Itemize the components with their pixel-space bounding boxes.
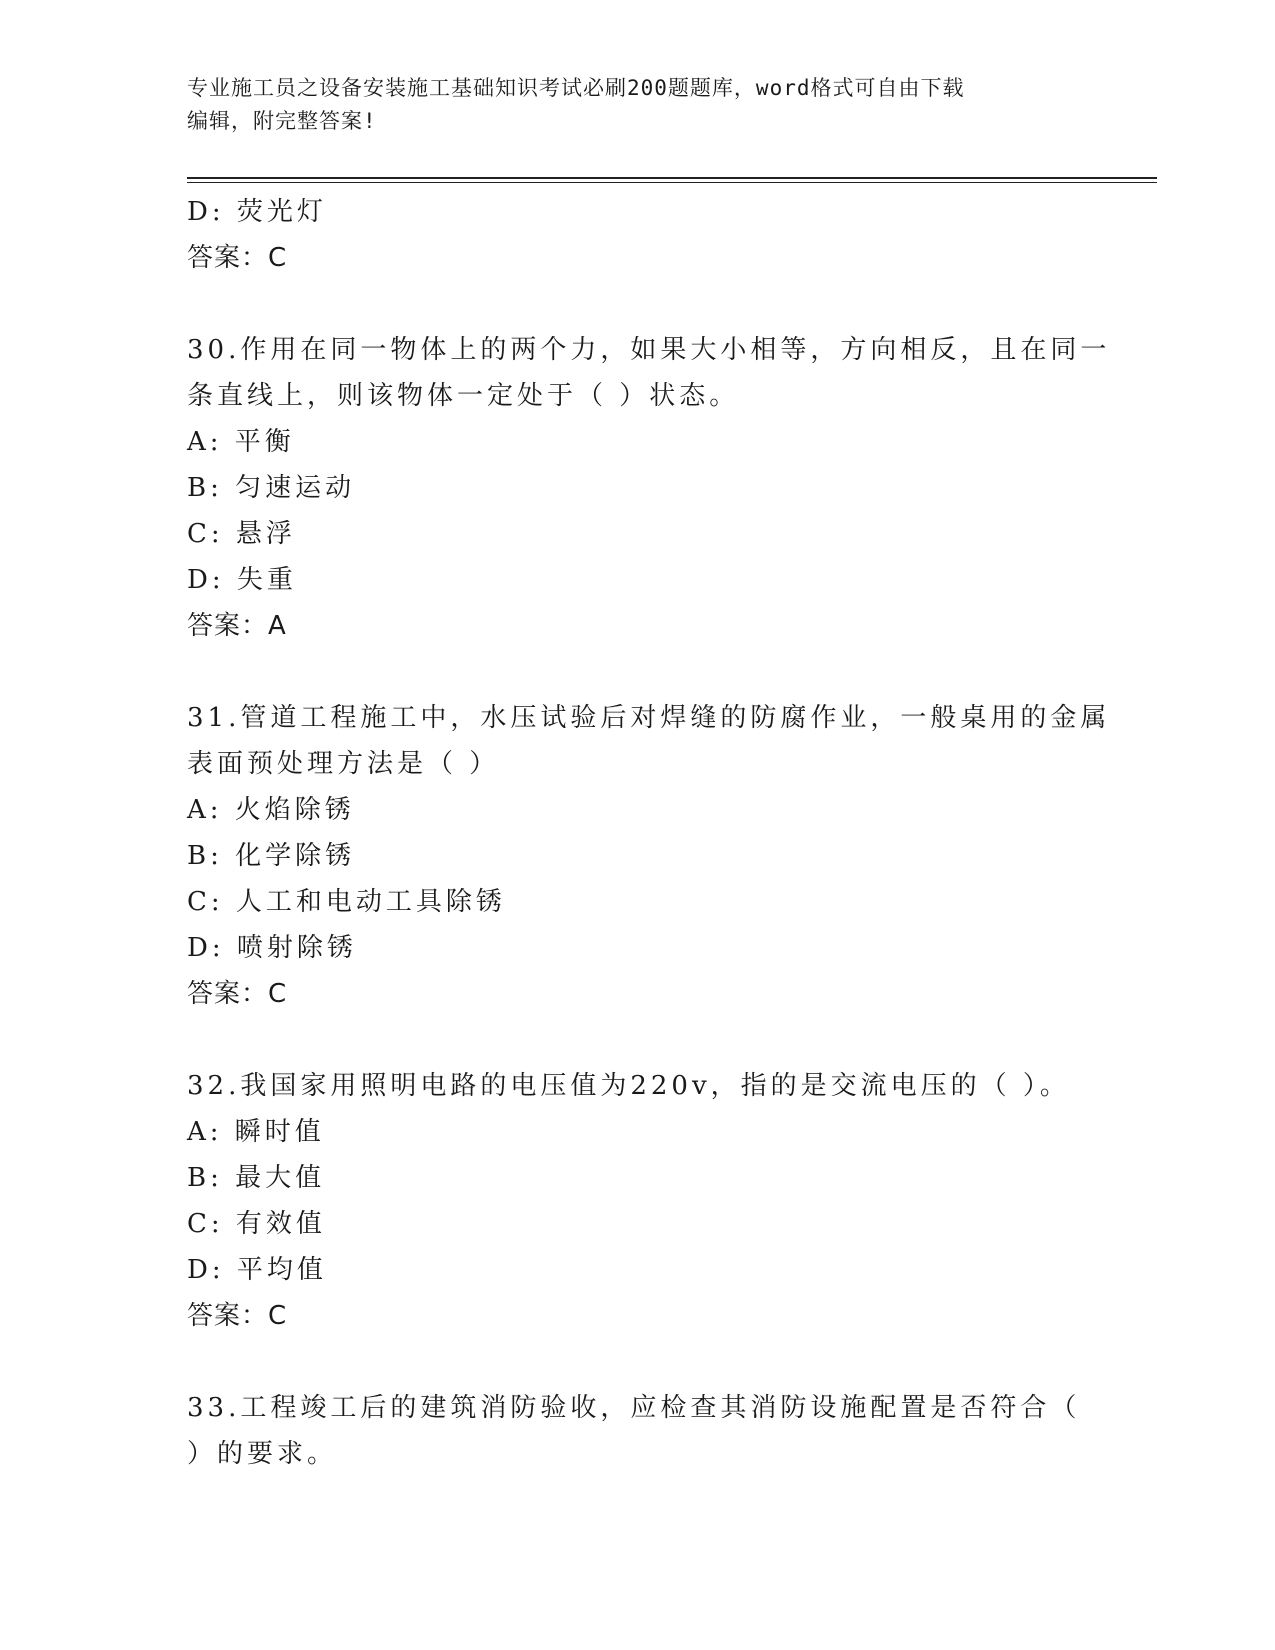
answer-line: 答案：A bbox=[187, 611, 287, 641]
spacer bbox=[187, 281, 1087, 327]
option-b: B: 化学除锈 bbox=[187, 841, 356, 871]
question-stem-continued: ）的要求。 bbox=[187, 1439, 338, 1469]
question-stem: 30.作用在同一物体上的两个力，如果大小相等，方向相反，且在同一 bbox=[187, 335, 1111, 365]
answer-line: 答案：C bbox=[187, 243, 288, 273]
spacer bbox=[187, 649, 1087, 695]
question-stem: 31.管道工程施工中，水压试验后对焊缝的防腐作业，一般桌用的金属 bbox=[187, 703, 1111, 733]
answer-line: 答案：C bbox=[187, 979, 288, 1009]
spacer bbox=[187, 1339, 1087, 1385]
question-stem-continued: 表面预处理方法是（ ） bbox=[187, 749, 500, 779]
header-divider-thin bbox=[187, 182, 1157, 183]
question-31 bbox=[187, 695, 1111, 1017]
option-c: C: 悬浮 bbox=[187, 519, 296, 549]
question-30 bbox=[187, 327, 1111, 649]
option-d: D: 喷射除锈 bbox=[187, 933, 357, 963]
question-29-tail bbox=[187, 189, 1087, 281]
question-32 bbox=[187, 1063, 1087, 1339]
option-a: A: 平衡 bbox=[187, 427, 295, 457]
option-a: A: 火焰除锈 bbox=[187, 795, 355, 825]
header-divider-thick bbox=[187, 177, 1157, 179]
header-line-2: 编辑，附完整答案! bbox=[187, 109, 377, 133]
header-line-1: 专业施工员之设备安装施工基础知识考试必刷200题题库，word格式可自由下载 bbox=[187, 76, 965, 100]
question-stem: 32.我国家用照明电路的电压值为220v，指的是交流电压的（ ）。 bbox=[187, 1071, 1070, 1101]
answer-line: 答案：C bbox=[187, 1301, 288, 1331]
option-d: D: 荧光灯 bbox=[187, 197, 327, 227]
option-c: C: 有效值 bbox=[187, 1209, 326, 1239]
spacer bbox=[187, 1017, 1087, 1063]
option-c: C: 人工和电动工具除锈 bbox=[187, 887, 506, 917]
option-a: A: 瞬时值 bbox=[187, 1117, 325, 1147]
option-b: B: 匀速运动 bbox=[187, 473, 356, 503]
question-stem: 33.工程竣工后的建筑消防验收，应检查其消防设施配置是否符合（ bbox=[187, 1393, 1081, 1423]
question-33 bbox=[187, 1385, 1087, 1477]
document-body bbox=[187, 189, 1111, 1477]
question-stem-continued: 条直线上，则该物体一定处于（ ）状态。 bbox=[187, 381, 740, 411]
option-d: D: 平均值 bbox=[187, 1255, 327, 1285]
document-header bbox=[187, 72, 1067, 138]
option-b: B: 最大值 bbox=[187, 1163, 326, 1193]
option-d: D: 失重 bbox=[187, 565, 297, 595]
